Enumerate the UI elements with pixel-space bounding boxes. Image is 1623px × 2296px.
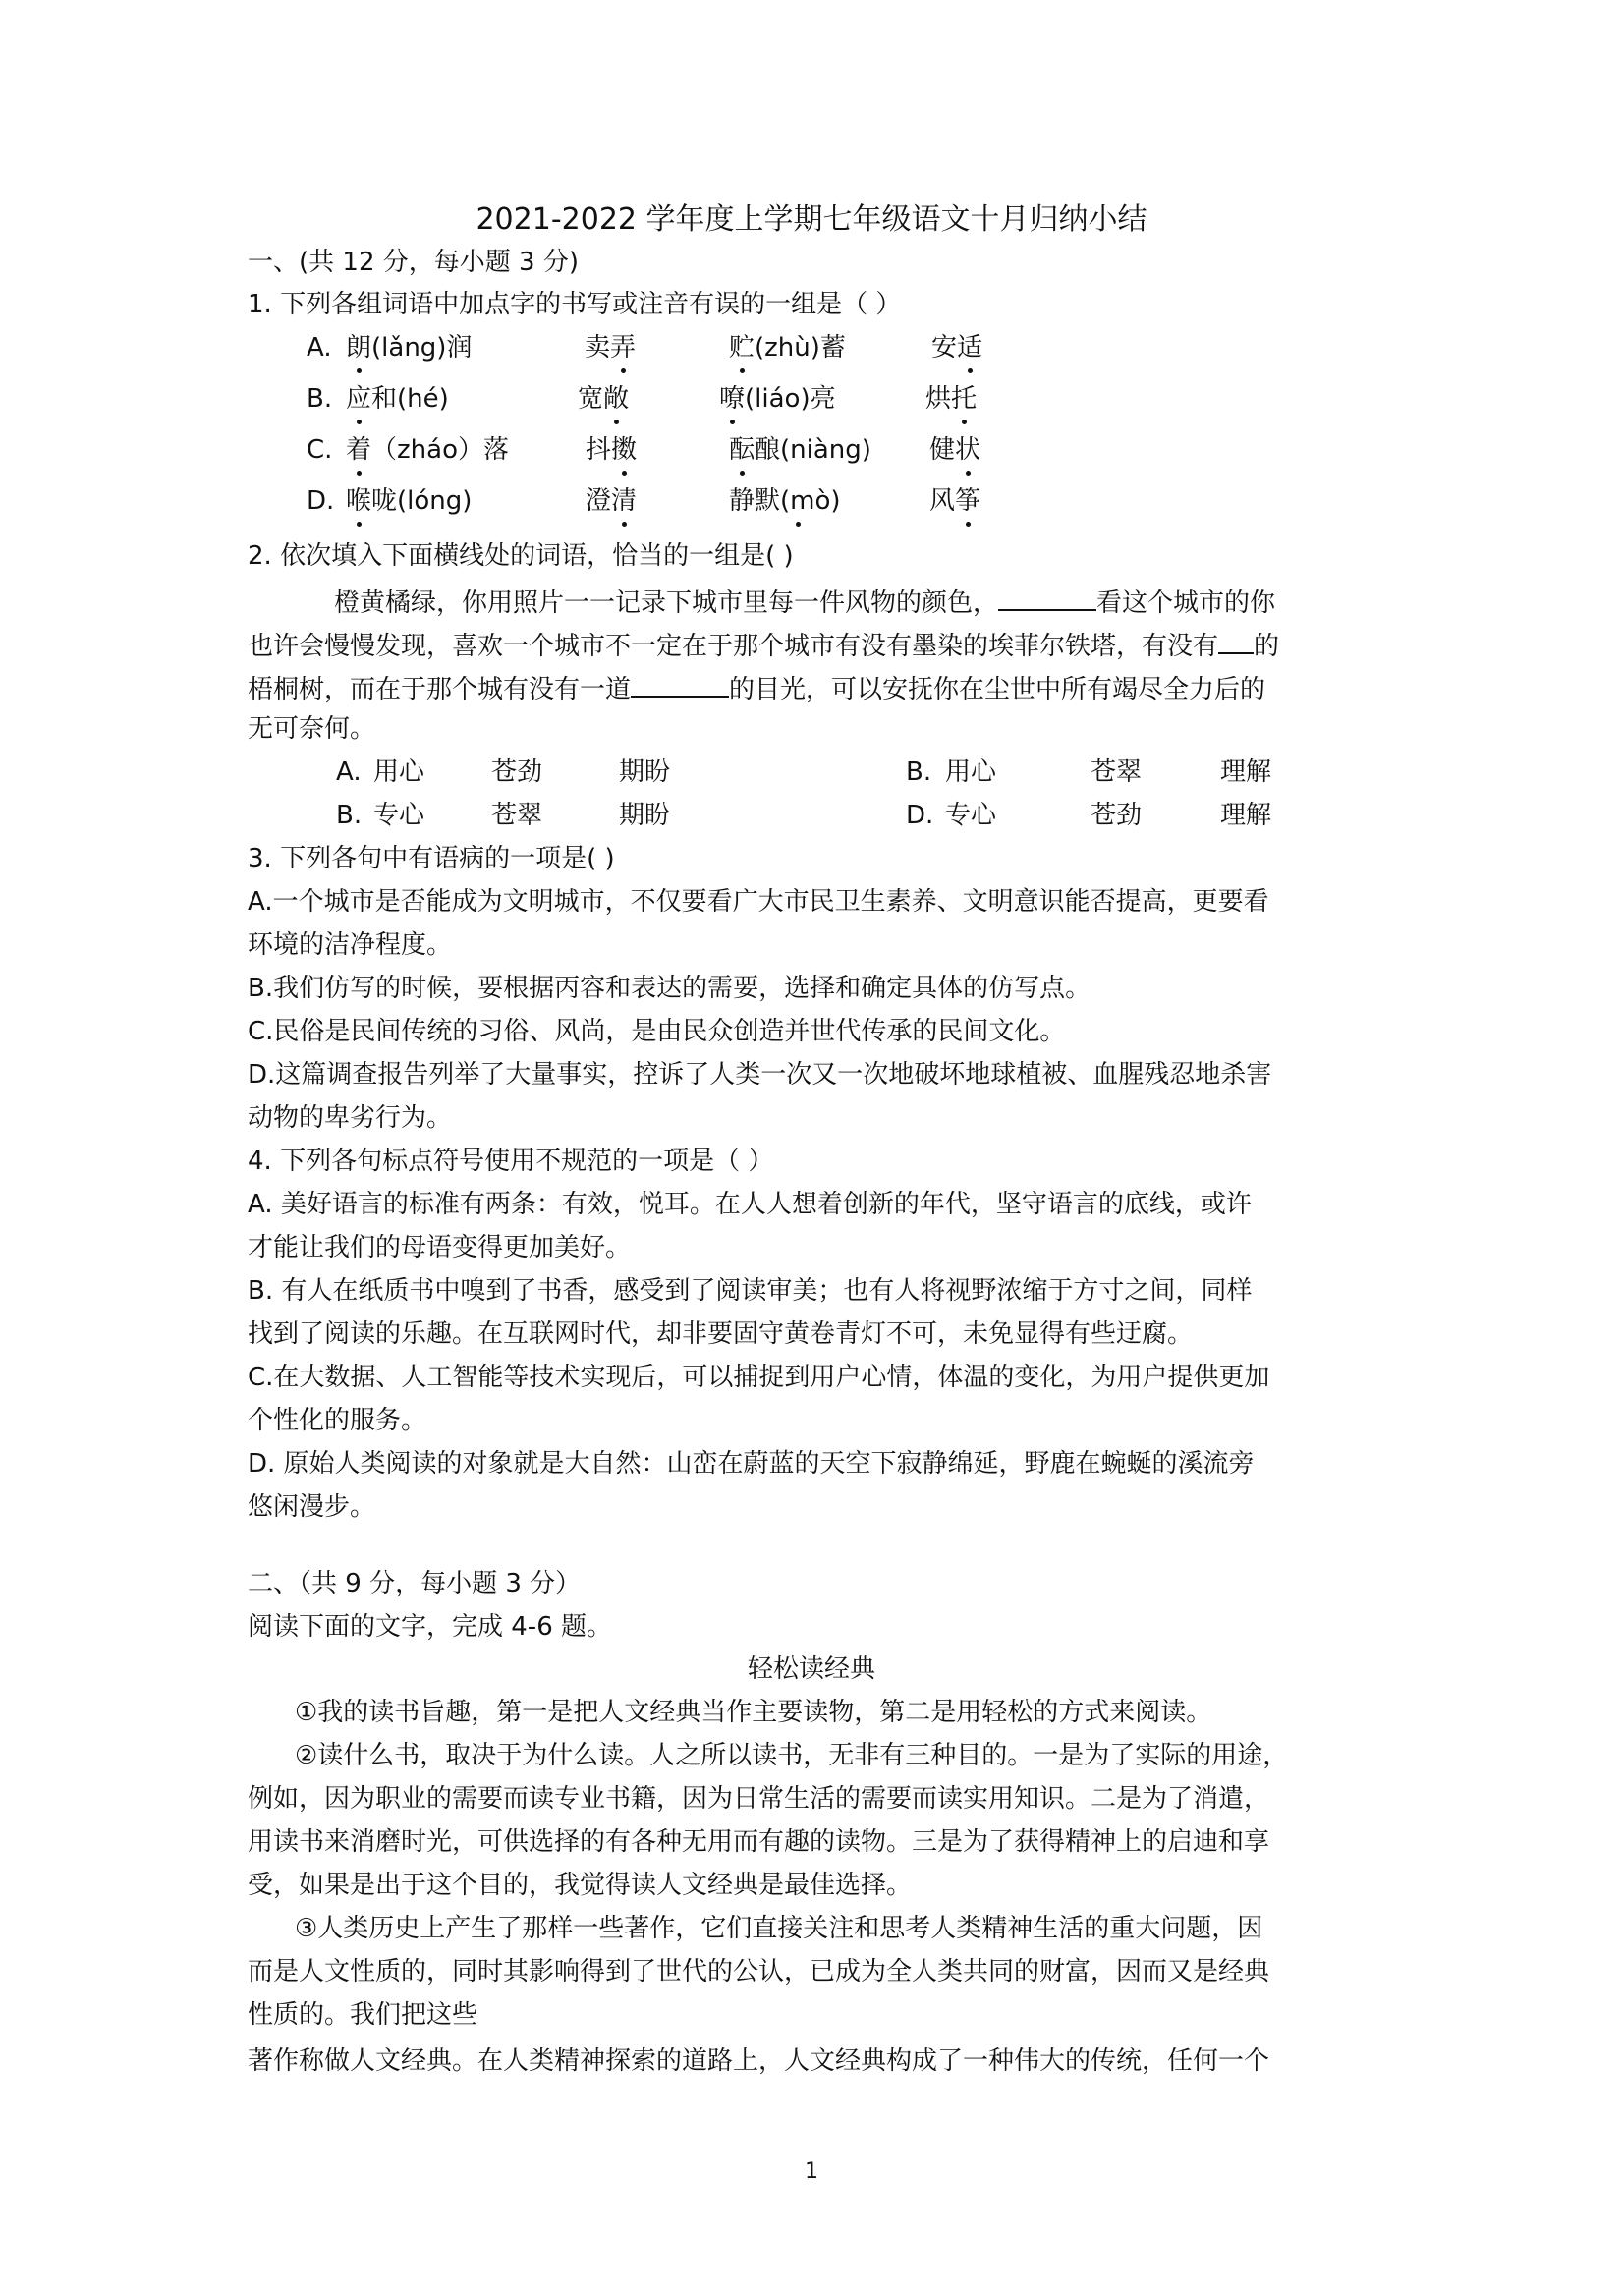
article-line: 而是人文性质的，同时其影响得到了世代的公认，已成为全人类共同的财富，因而又是经典 [248,1957,1270,1987]
q1-option-a-label: A. [307,333,332,363]
q3-line: A.一个城市是否能成为文明城市，不仅要看广大市民卫生素养、文明意识能否提高，更要看 [248,887,1269,917]
q2-option-label: D. [906,801,934,830]
section-2-header: 二、（共 9 分，每小题 3 分） [248,1569,582,1598]
q2-passage-line: 无可奈何。 [248,714,376,744]
q3-line: B.我们仿写的时候，要根据丙容和表达的需要，选择和确定具体的仿写点。 [248,974,1091,1003]
article-line: 受，如果是出于这个目的，我觉得读人文经典是最佳选择。 [248,1871,913,1900]
page-title: 2021-2022 学年度上学期七年级语文十月归纳小结 [476,202,1147,237]
q1-option-d-word-1 [346,483,472,519]
word-rest: 抖 [586,435,612,465]
q1-option-a-word-2 [585,330,636,365]
q2-option-word: 用心 [945,757,997,787]
article-title: 轻松读经典 [747,1654,875,1684]
q2-option-word: 苍翠 [1091,757,1143,787]
q2-option-word: 苍翠 [491,801,543,830]
q2-option-label: B. [906,757,932,787]
q2-option-word: 理解 [1220,801,1272,830]
q2-option-word: 苍劲 [491,757,543,787]
q1-option-c-label: C. [307,435,333,465]
dotted-char: 弄 [610,330,636,365]
word-rest: 澄 [586,486,612,516]
q1-option-b-word-2 [578,381,629,417]
dotted-char: 适 [957,330,982,365]
dotted-char: 酝 [729,432,755,468]
dotted-char: 应 [346,381,371,417]
article-line: ③人类历史上产生了那样一些著作，它们直接关注和思考人类精神生活的重大问题，因 [295,1914,1263,1943]
q1-option-d-word-4 [929,483,980,519]
fill-blank [1218,625,1254,654]
q2-stem: 2. 依次填入下面横线处的词语，恰当的一组是( ) [248,541,794,571]
fill-blank [631,668,729,698]
word-rest: （zháo）落 [371,435,509,465]
word-rest: 静 [729,486,756,516]
q1-option-b-label: B. [307,384,333,414]
section-1-header: 一、(共 12 分，每小题 3 分) [248,248,579,277]
article-line: 性质的。我们把这些 [248,2000,478,2030]
q4-line: C.在大数据、人工智能等技术实现后，可以捕捉到用户心情，体温的变化，为用户提供更加 [248,1363,1270,1392]
section-2-intro: 阅读下面的文字，完成 4-6 题。 [248,1612,612,1642]
dotted-char: 贮 [729,330,755,365]
dotted-char: 托 [951,381,977,417]
q2-option-word: 期盼 [619,757,671,787]
q2-option-word: 苍劲 [1091,801,1143,830]
dotted-char: 状 [955,432,980,468]
dotted-char: 筝 [955,483,980,519]
q3-stem: 3. 下列各句中有语病的一项是( ) [248,844,615,873]
word-rest: 烘 [925,384,952,414]
word-rest: 和(hé) [371,384,449,414]
q3-line: D.这篇调查报告列举了大量事实，控诉了人类一次又一次地破坏地球植被、血腥残忍地杀害 [248,1060,1272,1090]
word-rest: (lǎng)润 [371,333,473,363]
q2-option-word: 期盼 [619,801,671,830]
q4-line: B. 有人在纸质书中嗅到了书香，感受到了阅读审美；也有人将视野浓缩于方寸之间，同样 [248,1276,1253,1306]
q1-option-c-word-2 [586,432,637,468]
q1-option-c-word-4 [929,432,980,468]
word-rest: 宽 [578,384,604,414]
q2-passage-line [248,668,1265,707]
word-rest: (zhù)蓄 [755,333,846,363]
q1-option-b-word-3 [719,381,836,417]
passage-text: 橙黄橘绿，你用照片一一记录下城市里每一件风物的颜色， [334,588,999,618]
q3-line: C.民俗是民间传统的习俗、风尚，是由民众创造并世代传承的民间文化。 [248,1017,1066,1046]
article-line: 著作称做人文经典。在人类精神探索的道路上，人文经典构成了一种伟大的传统，任何一个 [248,2046,1270,2076]
q2-option-word: 专心 [945,801,997,830]
passage-text: 的 [1254,632,1280,661]
q1-option-b-word-1 [346,381,449,417]
word-rest: 咙(lóng) [371,486,473,516]
q1-option-b-word-4 [925,381,977,417]
dotted-char: 擞 [611,432,637,468]
dotted-char: 喉 [346,483,371,519]
dotted-char: 朗 [346,330,371,365]
dotted-char: 着 [346,432,371,468]
dotted-char: 嘹 [719,381,745,417]
q4-line: 个性化的服务。 [248,1406,427,1435]
article-line: ①我的读书旨趣，第一是把人文经典当作主要读物，第二是用轻松的方式来阅读。 [295,1698,1212,1727]
word-rest: 酿(niàng) [755,435,871,465]
passage-text: 看这个城市的你 [1096,588,1276,618]
word-rest: (liáo)亮 [745,384,836,414]
dotted-char: 默(mò) [755,483,841,519]
q1-option-c-word-1 [346,432,509,468]
fill-blank [998,582,1096,611]
q2-option-word: 理解 [1220,757,1272,787]
q4-line: 找到了阅读的乐趣。在互联网时代，却非要固守黄卷青灯不可，未免显得有些迂腐。 [248,1319,1194,1349]
q2-passage-line [248,625,1279,664]
article-line: 例如，因为职业的需要而读专业书籍，因为日常生活的需要而读实用知识。二是为了消遣， [248,1784,1270,1814]
q4-line: 悠闲漫步。 [248,1492,376,1522]
q2-option-word: 用心 [373,757,425,787]
dotted-char: 敞 [603,381,629,417]
q2-option-word: 专心 [373,801,425,830]
q4-line: D. 原始人类阅读的对象就是大自然：山峦在蔚蓝的天空下寂静绵延，野鹿在蜿蜒的溪流旁 [248,1449,1255,1479]
q4-line: A. 美好语言的标准有两条：有效，悦耳。在人人想着创新的年代，坚守语言的底线，或许 [248,1190,1252,1219]
q2-option-label: A. [336,757,362,787]
q1-stem: 1. 下列各组词语中加点字的书写或注音有误的一组是（ ） [248,290,902,319]
passage-text: 的目光，可以安抚你在尘世中所有竭尽全力后的 [729,675,1266,704]
q1-option-d-word-2 [586,483,637,519]
q2-option-label: B. [336,801,363,830]
q3-line: 动物的卑劣行为。 [248,1103,453,1133]
word-rest: 安 [931,333,958,363]
q1-option-a-word-3 [729,330,846,365]
q2-passage-line [334,582,1275,621]
q1-option-c-word-3 [729,432,871,468]
q3-line: 环境的洁净程度。 [248,930,453,960]
q1-option-d-label: D. [307,486,335,516]
word-rest: 健 [929,435,956,465]
dotted-char: 清 [611,483,637,519]
article-line: ②读什么书，取决于为什么读。人之所以读书，无非有三种目的。一是为了实际的用途， [295,1741,1289,1770]
passage-text: 也许会慢慢发现，喜欢一个城市不一定在于那个城市有没有墨染的埃菲尔铁塔，有没有 [248,632,1219,661]
passage-text: 梧桐树，而在于那个城有没有一道 [248,675,632,704]
q1-option-a-word-4 [931,330,982,365]
q1-option-d-word-3 [729,483,841,519]
q4-line: 才能让我们的母语变得更加美好。 [248,1233,632,1262]
article-line: 用读书来消磨时光，可供选择的有各种无用而有趣的读物。三是为了获得精神上的启迪和享 [248,1827,1270,1857]
word-rest: 卖 [585,333,611,363]
q1-option-a-word-1 [346,330,472,365]
word-rest: 风 [929,486,956,516]
q4-stem: 4. 下列各句标点符号使用不规范的一项是（ ） [248,1147,774,1176]
page-number: 1 [805,2159,818,2184]
